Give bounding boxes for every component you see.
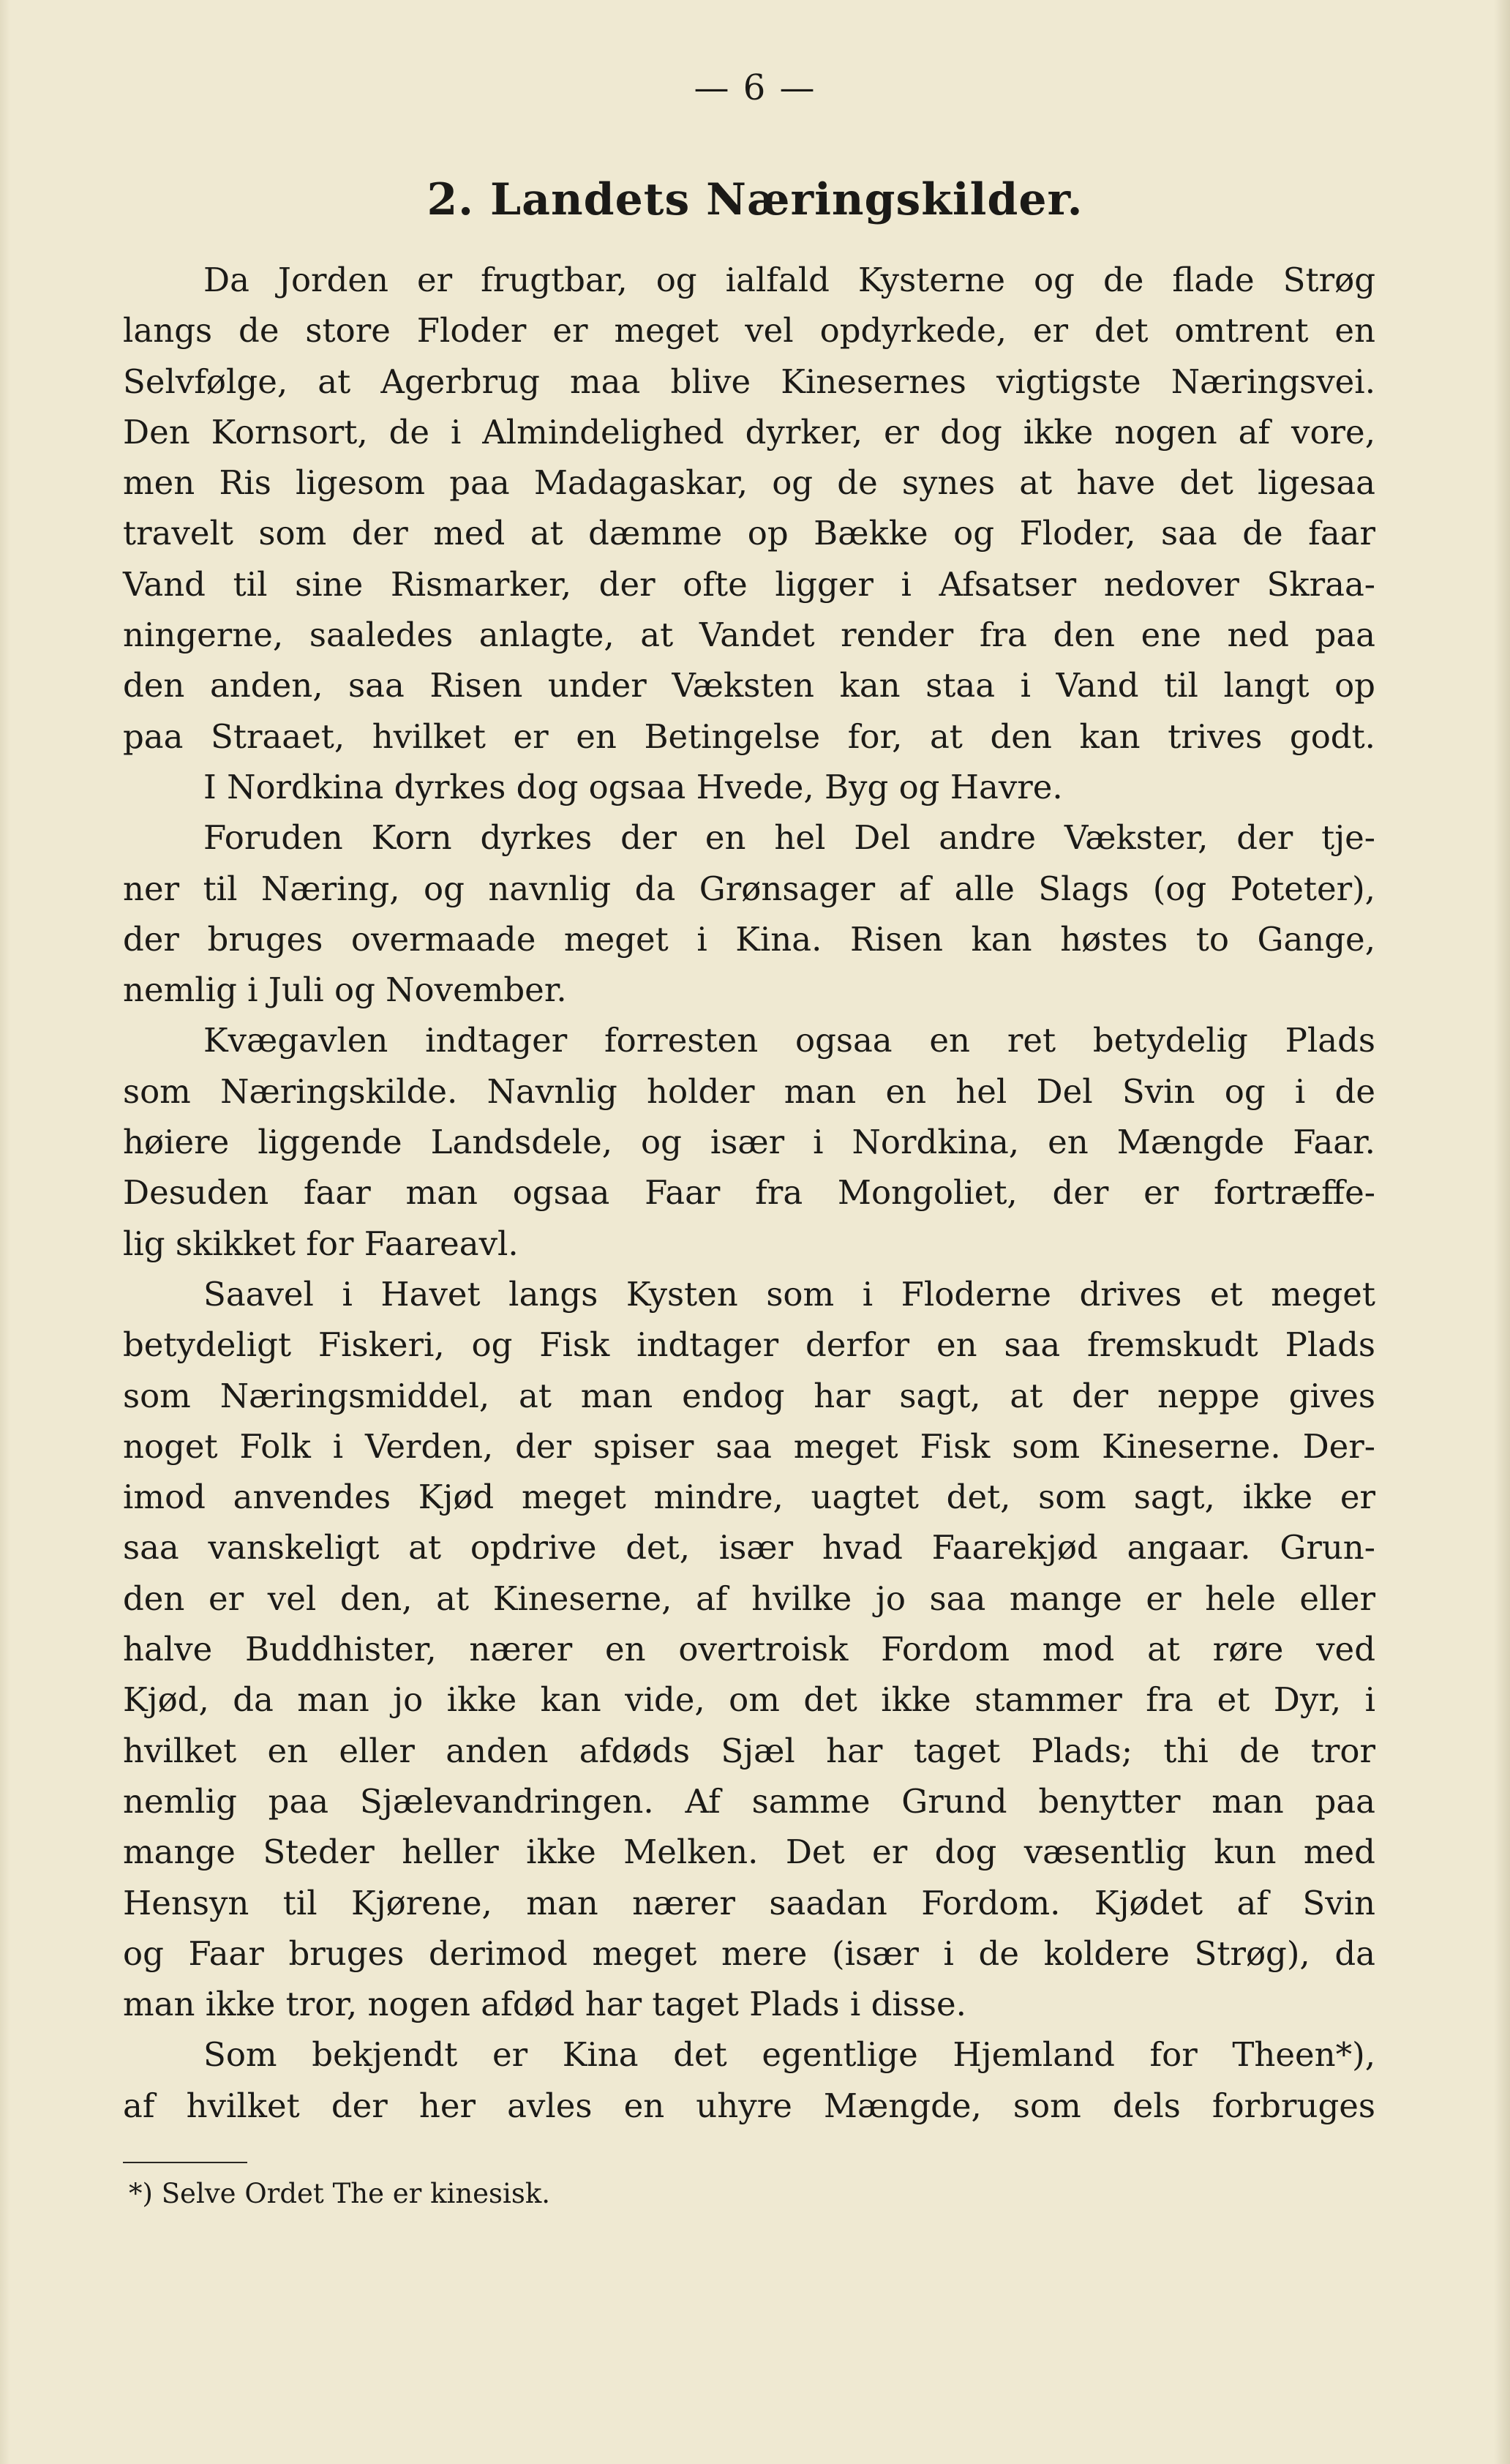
text-line: af hvilket der her avles en uhyre Mængde, som dels forbruges (123, 2086, 1375, 2125)
text-line: Kjød, da man jo ikke kan vide, om det ikke stammer fra et Dyr, i (123, 1680, 1375, 1720)
page-edge-right (1494, 0, 1510, 2464)
text-line: Foruden Korn dyrkes der en hel Del andre Vækster, der tje- (203, 818, 1375, 858)
text-line: I Nordkina dyrkes dog ogsaa Hvede, Byg og Havre. (203, 767, 1063, 806)
text-line: nemlig paa Sjælevandringen. Af samme Grund benytter man paa (123, 1781, 1375, 1821)
text-line: mange Steder heller ikke Melken. Det er dog væsentlig kun med (123, 1832, 1375, 1872)
text-line: høiere liggende Landsdele, og især i Nordkina, en Mængde Faar. (123, 1123, 1375, 1162)
text-line: Hensyn til Kjørene, man nærer saadan Fordom. Kjødet af Svin (123, 1883, 1375, 1922)
footnote: *) Selve Ordet The er kinesisk. (129, 2178, 551, 2209)
page-edge-left (0, 0, 10, 2464)
text-line: og Faar bruges derimod meget mere (især i de koldere Strøg), da (123, 1933, 1375, 1973)
text-line: der bruges overmaade meget i Kina. Risen kan høstes to Gange, (123, 919, 1375, 959)
text-line: paa Straaet, hvilket er en Betingelse for, at den kan trives godt. (123, 716, 1375, 756)
text-line: ningerne, saaledes anlagte, at Vandet render fra den ene ned paa (123, 615, 1375, 655)
text-line: travelt som der med at dæmme op Bække og Floder, saa de faar (123, 514, 1375, 553)
text-line: nemlig i Juli og November. (123, 970, 567, 1010)
text-line: noget Folk i Verden, der spiser saa meget Fisk som Kineserne. Der- (123, 1426, 1375, 1466)
text-line: Kvægavlen indtager forresten ogsaa en ret betydelig Plads (203, 1021, 1375, 1060)
page-number: — 6 — (694, 67, 816, 108)
text-line: langs de store Floder er meget vel opdyrkede, er det omtrent en (123, 311, 1375, 351)
footnote-divider (123, 2162, 247, 2163)
text-line: som Næringskilde. Navnlig holder man en hel Del Svin og i de (123, 1071, 1375, 1111)
text-line: som Næringsmiddel, at man endog har sagt, at der neppe gives (123, 1376, 1375, 1415)
chapter-title: 2. Landets Næringskilder. (427, 174, 1083, 225)
text-line: Som bekjendt er Kina det egentlige Hjemland for Theen*), (203, 2035, 1375, 2075)
text-line: ner til Næring, og navnlig da Grønsager af alle Slags (og Poteter), (123, 869, 1375, 908)
text-line: hvilket en eller anden afdøds Sjæl har taget Plads; thi de tror (123, 1731, 1375, 1770)
text-line: Den Kornsort, de i Almindelighed dyrker, er dog ikke nogen af vore, (123, 412, 1375, 452)
text-line: den anden, saa Risen under Væksten kan staa i Vand til langt op (123, 666, 1375, 705)
text-line: imod anvendes Kjød meget mindre, uagtet det, som sagt, ikke er (123, 1478, 1375, 1517)
text-line: Vand til sine Rismarker, der ofte ligger i Afsatser nedover Skraa- (123, 564, 1375, 604)
text-line: lig skikket for Faareavl. (123, 1224, 519, 1263)
text-line: halve Buddhister, nærer en overtroisk Fordom mod at røre ved (123, 1630, 1375, 1669)
text-line: Desuden faar man ogsaa Faar fra Mongoliet, der er fortræffe- (123, 1173, 1375, 1213)
body-text (123, 255, 1375, 2131)
text-line: den er vel den, at Kineserne, af hvilke jo saa mange er hele eller (123, 1579, 1375, 1618)
text-line: man ikke tror, nogen afdød har taget Plads i disse. (123, 1985, 966, 2024)
text-line: Selvfølge, at Agerbrug maa blive Kinesernes vigtigste Næringsvei. (123, 362, 1375, 401)
text-line: Da Jorden er frugtbar, og ialfald Kysterne og de flade Strøg (203, 261, 1375, 299)
text-line: men Ris ligesom paa Madagaskar, og de synes at have det ligesaa (123, 463, 1375, 503)
text-line: betydeligt Fiskeri, og Fisk indtager derfor en saa fremskudt Plads (123, 1325, 1375, 1365)
text-line: Saavel i Havet langs Kysten som i Floderne drives et meget (203, 1274, 1375, 1314)
text-line: saa vanskeligt at opdrive det, især hvad Faarekjød angaar. Grun- (123, 1528, 1375, 1568)
